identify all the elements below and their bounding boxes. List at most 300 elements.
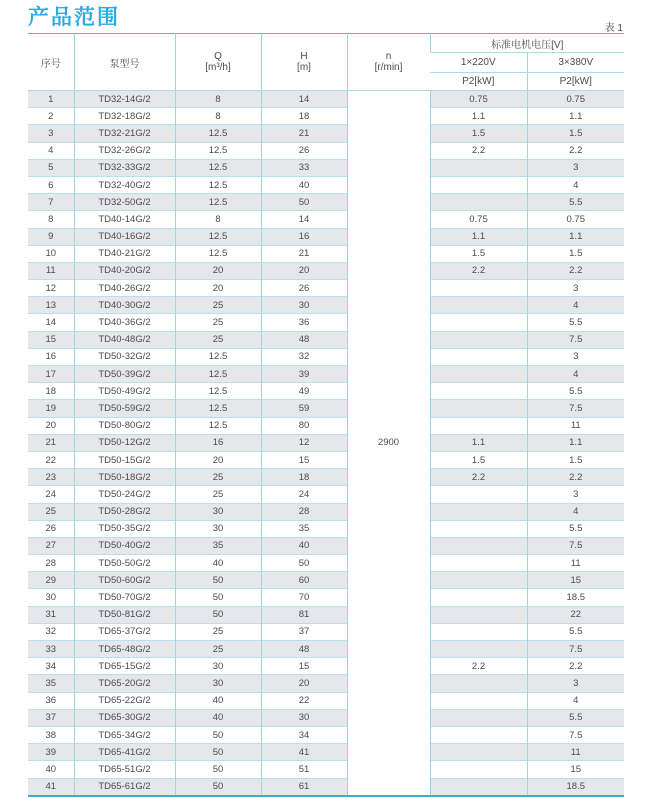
cell-model: TD65-41G/2: [74, 744, 175, 761]
table-row: [28, 761, 624, 778]
cell-q: 20: [175, 262, 261, 279]
cell-q: 12.5: [175, 366, 261, 383]
cell-no: 41: [28, 778, 74, 796]
head-unit: [m]: [297, 62, 311, 73]
cell-model: TD50-35G/2: [74, 520, 175, 537]
cell-p2-220v: [430, 692, 527, 709]
cell-p2-220v: 2.2: [430, 262, 527, 279]
cell-h: 35: [261, 520, 347, 537]
cell-no: 38: [28, 726, 74, 743]
cell-p2-380v: 7.5: [527, 400, 624, 417]
cell-p2-380v: 1.5: [527, 451, 624, 468]
cell-h: 81: [261, 606, 347, 623]
table-row: [28, 331, 624, 348]
cell-p2-220v: [430, 744, 527, 761]
cell-model: TD32-50G/2: [74, 194, 175, 211]
table-row: [28, 176, 624, 193]
cell-no: 1: [28, 91, 74, 108]
cell-h: 30: [261, 709, 347, 726]
cell-q: 25: [175, 469, 261, 486]
cell-q: 25: [175, 331, 261, 348]
cell-no: 34: [28, 658, 74, 675]
cell-p2-380v: 4: [527, 503, 624, 520]
table-row: [28, 211, 624, 228]
speed-symbol: n: [385, 51, 392, 62]
cell-q: 35: [175, 537, 261, 554]
table-row: [28, 469, 624, 486]
cell-p2-220v: 1.5: [430, 451, 527, 468]
cell-q: 30: [175, 520, 261, 537]
cell-p2-220v: 2.2: [430, 658, 527, 675]
cell-h: 12: [261, 434, 347, 451]
table-row: [28, 709, 624, 726]
cell-p2-220v: [430, 383, 527, 400]
col-header-model: 泵型号: [74, 34, 175, 91]
cell-h: 48: [261, 331, 347, 348]
cell-h: 40: [261, 537, 347, 554]
cell-model: TD50-40G/2: [74, 537, 175, 554]
cell-model: TD50-50G/2: [74, 555, 175, 572]
cell-q: 30: [175, 503, 261, 520]
cell-p2-380v: 3: [527, 280, 624, 297]
table-row: [28, 434, 624, 451]
cell-no: 4: [28, 142, 74, 159]
cell-p2-220v: 2.2: [430, 469, 527, 486]
cell-model: TD32-18G/2: [74, 108, 175, 125]
cell-h: 14: [261, 91, 347, 108]
cell-no: 28: [28, 555, 74, 572]
cell-q: 12.5: [175, 194, 261, 211]
cell-no: 40: [28, 761, 74, 778]
cell-p2-380v: 5.5: [527, 623, 624, 640]
cell-p2-380v: 0.75: [527, 211, 624, 228]
page-title: 产品范围: [28, 6, 120, 29]
cell-q: 40: [175, 555, 261, 572]
cell-q: 50: [175, 778, 261, 796]
cell-model: TD50-80G/2: [74, 417, 175, 434]
col-header-p2-380v: P2[kW]: [527, 73, 624, 91]
cell-no: 27: [28, 537, 74, 554]
cell-p2-220v: [430, 297, 527, 314]
cell-h: 41: [261, 744, 347, 761]
cell-model: TD65-51G/2: [74, 761, 175, 778]
cell-model: TD40-20G/2: [74, 262, 175, 279]
cell-p2-380v: 4: [527, 297, 624, 314]
cell-model: TD50-39G/2: [74, 366, 175, 383]
cell-q: 8: [175, 91, 261, 108]
cell-model: TD65-37G/2: [74, 623, 175, 640]
cell-q: 50: [175, 744, 261, 761]
cell-p2-220v: [430, 641, 527, 658]
cell-model: TD65-48G/2: [74, 641, 175, 658]
cell-q: 25: [175, 641, 261, 658]
cell-h: 39: [261, 366, 347, 383]
cell-h: 15: [261, 658, 347, 675]
cell-model: TD50-60G/2: [74, 572, 175, 589]
cell-q: 40: [175, 709, 261, 726]
table-row: [28, 417, 624, 434]
cell-h: 50: [261, 555, 347, 572]
cell-model: TD40-36G/2: [74, 314, 175, 331]
cell-p2-380v: 3: [527, 675, 624, 692]
cell-no: 14: [28, 314, 74, 331]
cell-p2-220v: [430, 606, 527, 623]
col-header-speed: [347, 34, 430, 91]
cell-p2-380v: 3: [527, 159, 624, 176]
table-row: [28, 589, 624, 606]
cell-q: 12.5: [175, 348, 261, 365]
table-row: [28, 658, 624, 675]
cell-no: 6: [28, 176, 74, 193]
speed-unit: [r/min]: [374, 62, 403, 73]
table-row: [28, 400, 624, 417]
cell-no: 23: [28, 469, 74, 486]
cell-h: 32: [261, 348, 347, 365]
cell-model: TD50-12G/2: [74, 434, 175, 451]
cell-h: 30: [261, 297, 347, 314]
cell-model: TD65-30G/2: [74, 709, 175, 726]
cell-q: 16: [175, 434, 261, 451]
cell-p2-220v: [430, 726, 527, 743]
cell-no: 12: [28, 280, 74, 297]
cell-model: TD65-15G/2: [74, 658, 175, 675]
cell-model: TD40-14G/2: [74, 211, 175, 228]
cell-no: 37: [28, 709, 74, 726]
cell-no: 32: [28, 623, 74, 640]
cell-speed-merged: 2900: [347, 91, 430, 796]
table-row: [28, 245, 624, 262]
cell-no: 21: [28, 434, 74, 451]
flow-symbol: Q: [214, 51, 222, 62]
cell-p2-220v: [430, 400, 527, 417]
cell-h: 49: [261, 383, 347, 400]
cell-p2-220v: [430, 417, 527, 434]
cell-p2-380v: 3: [527, 486, 624, 503]
cell-q: 50: [175, 606, 261, 623]
table-row: [28, 606, 624, 623]
cell-q: 12.5: [175, 142, 261, 159]
cell-p2-380v: 2.2: [527, 142, 624, 159]
cell-q: 12.5: [175, 417, 261, 434]
cell-model: TD50-59G/2: [74, 400, 175, 417]
cell-no: 31: [28, 606, 74, 623]
table-row: [28, 262, 624, 279]
cell-p2-380v: 18.5: [527, 778, 624, 796]
table-row: [28, 451, 624, 468]
cell-p2-220v: 1.1: [430, 108, 527, 125]
cell-model: TD32-21G/2: [74, 125, 175, 142]
cell-p2-220v: [430, 348, 527, 365]
table-row: [28, 314, 624, 331]
cell-p2-220v: [430, 280, 527, 297]
cell-model: TD32-14G/2: [74, 91, 175, 108]
cell-p2-220v: 1.5: [430, 245, 527, 262]
cell-p2-220v: [430, 675, 527, 692]
cell-h: 21: [261, 245, 347, 262]
cell-h: 34: [261, 726, 347, 743]
cell-model: TD50-28G/2: [74, 503, 175, 520]
cell-no: 3: [28, 125, 74, 142]
cell-model: TD65-20G/2: [74, 675, 175, 692]
cell-p2-380v: 7.5: [527, 537, 624, 554]
cell-h: 33: [261, 159, 347, 176]
table-body: [28, 91, 624, 796]
cell-no: 9: [28, 228, 74, 245]
cell-h: 18: [261, 469, 347, 486]
cell-h: 48: [261, 641, 347, 658]
cell-q: 50: [175, 726, 261, 743]
cell-p2-380v: 4: [527, 176, 624, 193]
cell-q: 8: [175, 108, 261, 125]
cell-no: 18: [28, 383, 74, 400]
cell-p2-220v: 1.1: [430, 434, 527, 451]
cell-no: 13: [28, 297, 74, 314]
cell-p2-220v: [430, 520, 527, 537]
cell-no: 33: [28, 641, 74, 658]
cell-no: 2: [28, 108, 74, 125]
table-header: [28, 34, 624, 91]
cell-q: 50: [175, 589, 261, 606]
cell-p2-380v: 22: [527, 606, 624, 623]
cell-p2-220v: [430, 555, 527, 572]
cell-model: TD65-61G/2: [74, 778, 175, 796]
cell-h: 20: [261, 262, 347, 279]
cell-model: TD40-48G/2: [74, 331, 175, 348]
cell-q: 20: [175, 451, 261, 468]
cell-p2-220v: [430, 331, 527, 348]
cell-no: 19: [28, 400, 74, 417]
cell-model: TD50-18G/2: [74, 469, 175, 486]
cell-h: 24: [261, 486, 347, 503]
cell-p2-220v: [430, 709, 527, 726]
cell-h: 40: [261, 176, 347, 193]
cell-model: TD40-21G/2: [74, 245, 175, 262]
cell-h: 60: [261, 572, 347, 589]
cell-p2-380v: 5.5: [527, 520, 624, 537]
table-row: [28, 555, 624, 572]
cell-p2-220v: [430, 159, 527, 176]
col-header-head: [261, 34, 347, 91]
cell-p2-220v: 1.5: [430, 125, 527, 142]
cell-q: 20: [175, 280, 261, 297]
table-row: [28, 194, 624, 211]
table-row: [28, 125, 624, 142]
table-row: [28, 503, 624, 520]
cell-h: 70: [261, 589, 347, 606]
cell-h: 37: [261, 623, 347, 640]
col-header-220v: 1×220V: [430, 53, 527, 73]
cell-p2-220v: 2.2: [430, 142, 527, 159]
cell-model: TD40-30G/2: [74, 297, 175, 314]
cell-no: 39: [28, 744, 74, 761]
table-row: [28, 280, 624, 297]
cell-p2-380v: 15: [527, 761, 624, 778]
table-row: [28, 537, 624, 554]
cell-p2-380v: 7.5: [527, 331, 624, 348]
table-row: [28, 228, 624, 245]
col-header-p2-220v: P2[kW]: [430, 73, 527, 91]
cell-p2-220v: [430, 486, 527, 503]
cell-q: 12.5: [175, 245, 261, 262]
table-row: [28, 726, 624, 743]
cell-p2-380v: 5.5: [527, 709, 624, 726]
cell-h: 28: [261, 503, 347, 520]
cell-h: 15: [261, 451, 347, 468]
cell-model: TD50-15G/2: [74, 451, 175, 468]
table-row: [28, 572, 624, 589]
table-row: [28, 778, 624, 796]
cell-q: 8: [175, 211, 261, 228]
table-row: [28, 159, 624, 176]
col-header-380v: 3×380V: [527, 53, 624, 73]
col-header-voltage-group: 标准电机电压[V]: [430, 34, 624, 53]
table-number-label: 表 1: [604, 23, 623, 34]
cell-h: 14: [261, 211, 347, 228]
cell-no: 36: [28, 692, 74, 709]
cell-p2-380v: 3: [527, 348, 624, 365]
cell-p2-220v: [430, 366, 527, 383]
cell-p2-220v: [430, 194, 527, 211]
cell-model: TD65-22G/2: [74, 692, 175, 709]
cell-h: 59: [261, 400, 347, 417]
cell-q: 12.5: [175, 159, 261, 176]
flow-unit: [m³/h]: [205, 62, 231, 73]
cell-p2-380v: 7.5: [527, 641, 624, 658]
cell-model: TD50-32G/2: [74, 348, 175, 365]
cell-h: 26: [261, 142, 347, 159]
table-row: [28, 297, 624, 314]
cell-no: 16: [28, 348, 74, 365]
cell-q: 30: [175, 675, 261, 692]
cell-p2-220v: [430, 503, 527, 520]
table-row: [28, 744, 624, 761]
cell-p2-380v: 2.2: [527, 469, 624, 486]
table-row: [28, 520, 624, 537]
cell-no: 17: [28, 366, 74, 383]
table-row: [28, 108, 624, 125]
cell-model: TD50-70G/2: [74, 589, 175, 606]
cell-q: 12.5: [175, 383, 261, 400]
cell-h: 61: [261, 778, 347, 796]
table-row: [28, 675, 624, 692]
cell-q: 25: [175, 297, 261, 314]
cell-model: TD40-26G/2: [74, 280, 175, 297]
cell-no: 10: [28, 245, 74, 262]
cell-no: 15: [28, 331, 74, 348]
cell-p2-380v: 7.5: [527, 726, 624, 743]
cell-p2-220v: [430, 778, 527, 796]
cell-model: TD32-33G/2: [74, 159, 175, 176]
cell-model: TD50-24G/2: [74, 486, 175, 503]
cell-h: 20: [261, 675, 347, 692]
cell-p2-380v: 1.1: [527, 108, 624, 125]
cell-no: 20: [28, 417, 74, 434]
cell-p2-380v: 1.5: [527, 125, 624, 142]
cell-h: 18: [261, 108, 347, 125]
cell-model: TD40-16G/2: [74, 228, 175, 245]
col-header-flow: [175, 34, 261, 91]
cell-p2-220v: [430, 314, 527, 331]
cell-no: 35: [28, 675, 74, 692]
cell-no: 8: [28, 211, 74, 228]
table-row: [28, 142, 624, 159]
product-range-table: [28, 33, 624, 797]
cell-p2-220v: 1.1: [430, 228, 527, 245]
col-header-no: 序号: [28, 34, 74, 91]
cell-q: 25: [175, 623, 261, 640]
cell-p2-220v: [430, 572, 527, 589]
cell-h: 36: [261, 314, 347, 331]
cell-p2-380v: 0.75: [527, 91, 624, 108]
cell-p2-380v: 4: [527, 692, 624, 709]
cell-p2-380v: 1.5: [527, 245, 624, 262]
cell-p2-220v: 0.75: [430, 91, 527, 108]
cell-model: TD32-26G/2: [74, 142, 175, 159]
cell-p2-380v: 5.5: [527, 314, 624, 331]
cell-q: 12.5: [175, 228, 261, 245]
cell-p2-380v: 2.2: [527, 658, 624, 675]
table-row: [28, 91, 624, 108]
cell-p2-220v: [430, 623, 527, 640]
cell-no: 5: [28, 159, 74, 176]
cell-p2-380v: 2.2: [527, 262, 624, 279]
cell-q: 12.5: [175, 125, 261, 142]
cell-h: 26: [261, 280, 347, 297]
table-row: [28, 366, 624, 383]
cell-q: 50: [175, 572, 261, 589]
cell-q: 12.5: [175, 176, 261, 193]
cell-q: 40: [175, 692, 261, 709]
table-row: [28, 641, 624, 658]
cell-model: TD32-40G/2: [74, 176, 175, 193]
cell-model: TD50-81G/2: [74, 606, 175, 623]
cell-no: 26: [28, 520, 74, 537]
cell-p2-220v: [430, 761, 527, 778]
cell-p2-380v: 15: [527, 572, 624, 589]
cell-q: 25: [175, 486, 261, 503]
cell-h: 51: [261, 761, 347, 778]
table-row: [28, 383, 624, 400]
cell-p2-380v: 11: [527, 555, 624, 572]
cell-no: 7: [28, 194, 74, 211]
cell-no: 24: [28, 486, 74, 503]
table-row: [28, 348, 624, 365]
cell-no: 22: [28, 451, 74, 468]
cell-p2-380v: 5.5: [527, 383, 624, 400]
cell-p2-220v: [430, 537, 527, 554]
cell-no: 25: [28, 503, 74, 520]
cell-p2-380v: 11: [527, 417, 624, 434]
cell-h: 50: [261, 194, 347, 211]
cell-q: 12.5: [175, 400, 261, 417]
cell-p2-220v: [430, 176, 527, 193]
cell-no: 29: [28, 572, 74, 589]
table-row: [28, 623, 624, 640]
table-row: [28, 692, 624, 709]
cell-p2-380v: 4: [527, 366, 624, 383]
cell-q: 25: [175, 314, 261, 331]
head-symbol: H: [300, 51, 308, 62]
cell-p2-380v: 1.1: [527, 228, 624, 245]
cell-h: 16: [261, 228, 347, 245]
cell-p2-220v: [430, 589, 527, 606]
cell-p2-380v: 11: [527, 744, 624, 761]
cell-no: 30: [28, 589, 74, 606]
cell-p2-220v: 0.75: [430, 211, 527, 228]
cell-q: 30: [175, 658, 261, 675]
cell-q: 50: [175, 761, 261, 778]
cell-model: TD50-49G/2: [74, 383, 175, 400]
